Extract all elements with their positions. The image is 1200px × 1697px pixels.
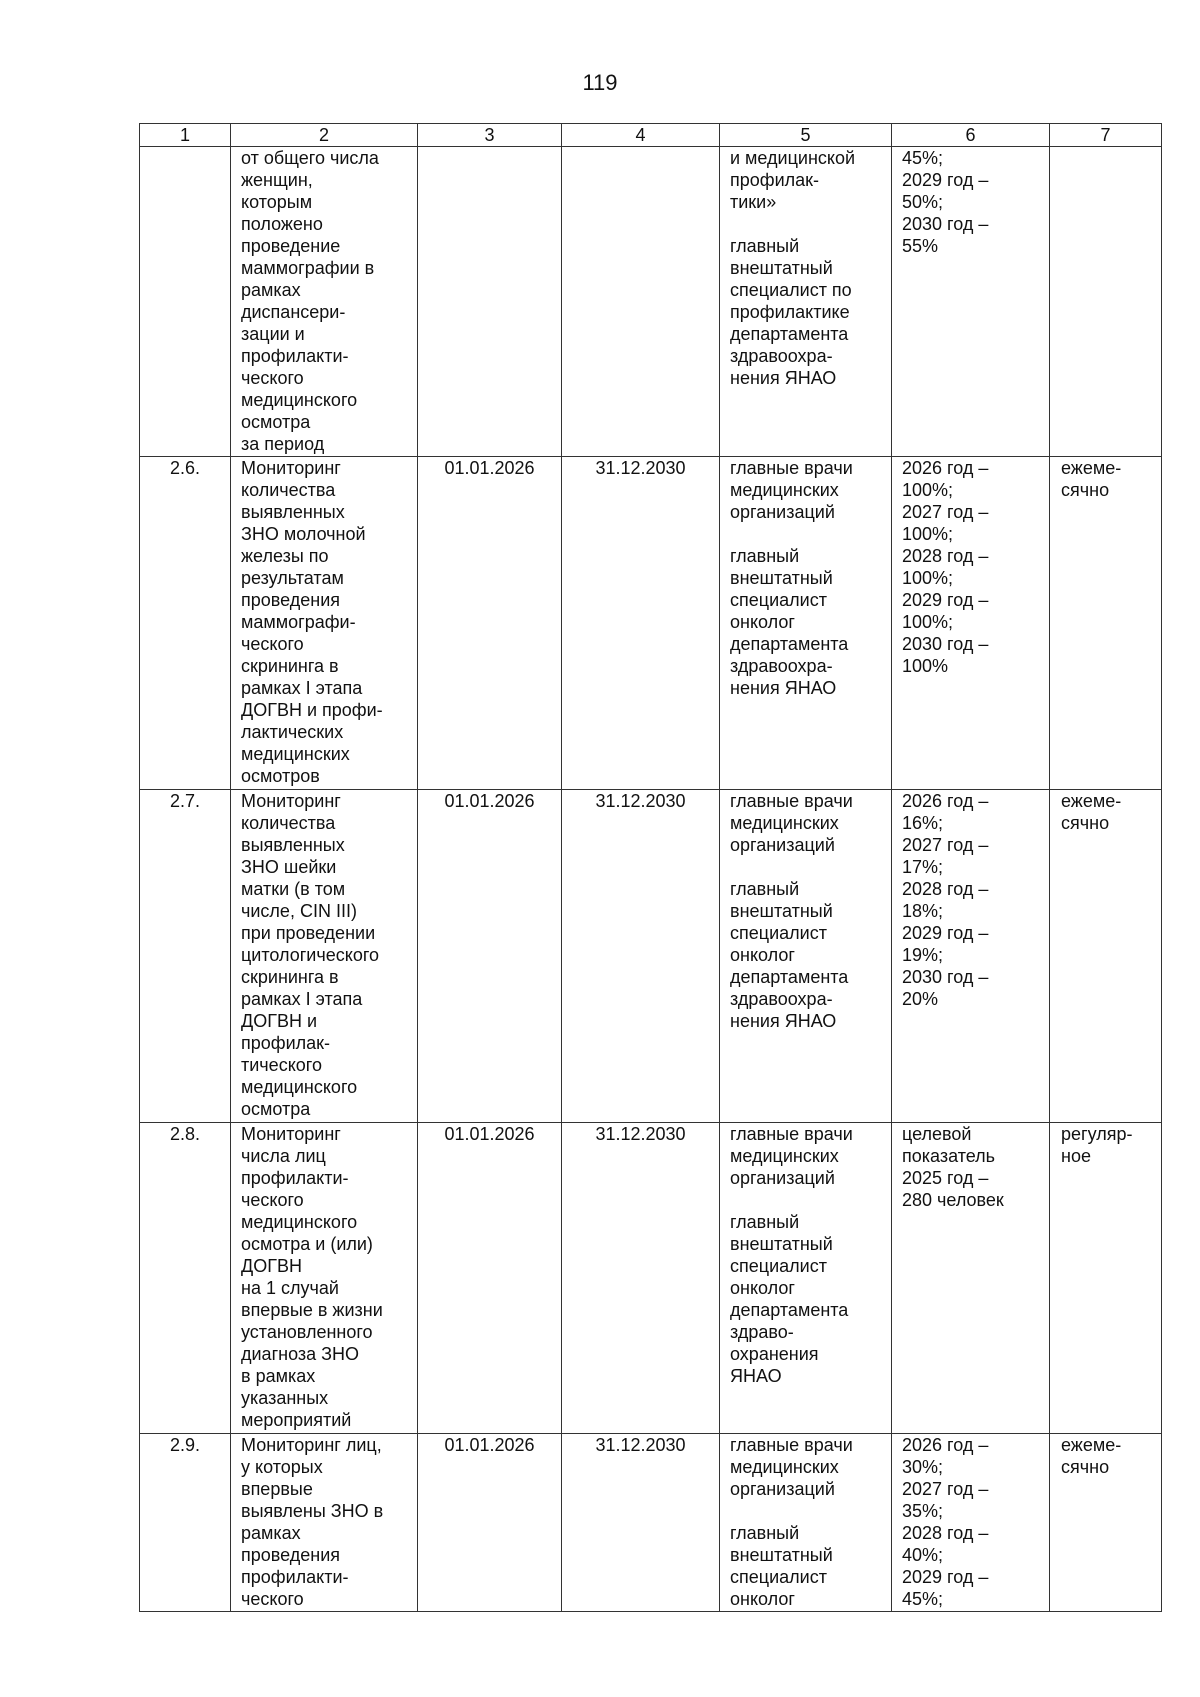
column-number-row [140,124,1162,147]
item-number [140,147,231,457]
start-date: 01.01.2026 [418,457,562,790]
column-number: 1 [140,124,231,147]
page-number: 119 [582,70,618,95]
end-date: 31.12.2030 [562,1123,720,1434]
item-number: 2.8. [140,1123,231,1434]
measures-table [139,123,1162,1612]
start-date [418,147,562,457]
frequency [1050,147,1162,457]
target-indicator: целевой показатель 2025 год – 280 человек [892,1123,1050,1434]
table-row [140,1123,1162,1434]
end-date [562,147,720,457]
table-row [140,1434,1162,1612]
end-date: 31.12.2030 [562,1434,720,1612]
frequency: ежеме- сячно [1050,457,1162,790]
frequency: ежеме- сячно [1050,1434,1162,1612]
frequency: регуляр- ное [1050,1123,1162,1434]
column-number: 3 [418,124,562,147]
column-number: 7 [1050,124,1162,147]
target-indicator: 2026 год – 30%; 2027 год – 35%; 2028 год – 40%; 2029 год – 45%; [892,1434,1050,1612]
measure-name: Мониторинг количества выявленных ЗНО шейки матки (в том числе, CIN III) при проведении цитологического скрининга в рамках I этапа ДОГВН и профилак- тического медицинского осмотра [231,790,418,1123]
end-date: 31.12.2030 [562,457,720,790]
column-number: 5 [720,124,892,147]
item-number: 2.9. [140,1434,231,1612]
table-row [140,147,1162,457]
responsible: главные врачи медицинских организаций главный внештатный специалист онколог департамента здравоохра- нения ЯНАО [720,790,892,1123]
responsible: главные врачи медицинских организаций главный внештатный специалист онколог [720,1434,892,1612]
target-indicator: 45%; 2029 год – 50%; 2030 год – 55% [892,147,1050,457]
measure-name: от общего числа женщин, которым положено проведение маммографии в рамках диспансери- зации и профилакти- ческого медицинского осмотра за период [231,147,418,457]
table-row [140,790,1162,1123]
responsible: главные врачи медицинских организаций главный внештатный специалист онколог департамента здраво- охранения ЯНАО [720,1123,892,1434]
measure-name: Мониторинг количества выявленных ЗНО молочной железы по результатам проведения маммографи- ческого скрининга в рамках I этапа ДОГВН и профи- лактических медицинских осмотров [231,457,418,790]
responsible: главные врачи медицинских организаций главный внештатный специалист онколог департамента здравоохра- нения ЯНАО [720,457,892,790]
item-number: 2.7. [140,790,231,1123]
measure-name: Мониторинг числа лиц профилакти- ческого медицинского осмотра и (или) ДОГВН на 1 случай впервые в жизни установленного диагноза ЗНО в рамках указанных мероприятий [231,1123,418,1434]
start-date: 01.01.2026 [418,1123,562,1434]
target-indicator: 2026 год – 100%; 2027 год – 100%; 2028 год – 100%; 2029 год – 100%; 2030 год – 100% [892,457,1050,790]
item-number: 2.6. [140,457,231,790]
responsible: и медицинской профилак- тики» главный внештатный специалист по профилактике департамента здравоохра- нения ЯНАО [720,147,892,457]
column-number: 6 [892,124,1050,147]
frequency: ежеме- сячно [1050,790,1162,1123]
column-number: 2 [231,124,418,147]
table-row [140,457,1162,790]
column-number: 4 [562,124,720,147]
start-date: 01.01.2026 [418,1434,562,1612]
target-indicator: 2026 год – 16%; 2027 год – 17%; 2028 год – 18%; 2029 год – 19%; 2030 год – 20% [892,790,1050,1123]
end-date: 31.12.2030 [562,790,720,1123]
measure-name: Мониторинг лиц, у которых впервые выявлены ЗНО в рамках проведения профилакти- ческого [231,1434,418,1612]
start-date: 01.01.2026 [418,790,562,1123]
